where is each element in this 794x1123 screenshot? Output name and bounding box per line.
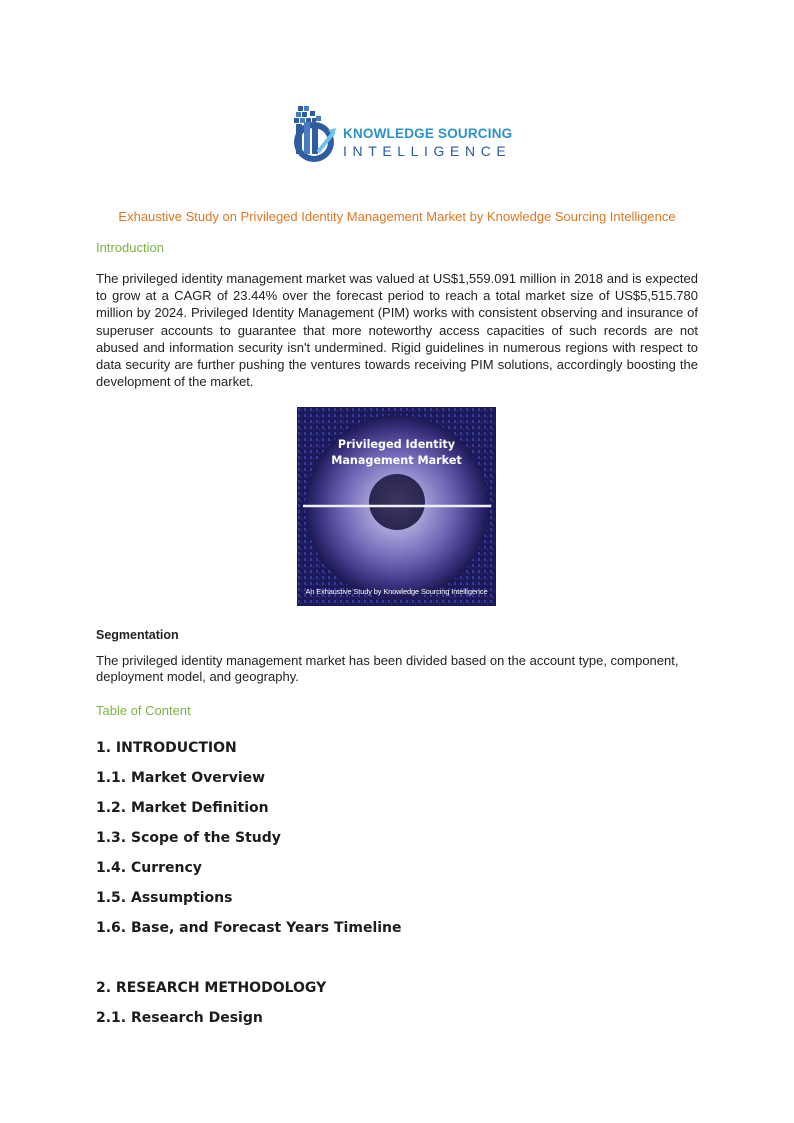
introduction-heading: Introduction [96,240,164,255]
cover-title: Privileged Identity Management Market [331,438,462,467]
cover-subtitle: An Exhaustive Study by Knowledge Sourcing Intelligence [305,587,488,596]
toc-item: 2.1. Research Design [96,1010,263,1026]
company-logo [288,102,518,168]
logo-text-primary: KNOWLEDGE SOURCING [343,126,513,141]
introduction-paragraph: The privileged identity management market was valued at US$1,559.091 million in 2018 and is expected to grow at a CAGR of 23.44% over the forecast period to reach a total market size of US$5,515.780 million by 2024. Privileged Identity Management (PIM) works with consistent observing and insurance of superuser accounts to guarantee that more noteworthy access capacities of such records are not abused and information security isn't undermined. Rigid guidelines in numerous regions with respect to data security are further pushing the ventures towards receiving PIM solutions, accordingly boosting the development of the market. [96,271,698,390]
report-cover-image [297,407,496,606]
toc-item: 1. INTRODUCTION [96,740,237,756]
segmentation-paragraph: The privileged identity management market has been divided based on the account type, component, deployment model, and geography. [96,653,679,684]
toc-item: 1.2. Market Definition [96,800,269,816]
segmentation-heading: Segmentation [96,628,179,642]
logo-text-secondary: INTELLIGENCE [343,143,512,159]
toc-item: 2. RESEARCH METHODOLOGY [96,980,327,996]
document-title: Exhaustive Study on Privileged Identity Management Market by Knowledge Sourcing Intelligence [118,209,676,224]
logo-emblem-icon [288,102,344,168]
toc-heading: Table of Content [96,703,191,718]
toc-item: 1.6. Base, and Forecast Years Timeline [96,920,402,936]
toc-item: 1.1. Market Overview [96,770,266,786]
toc-item: 1.5. Assumptions [96,890,233,906]
toc-item: 1.4. Currency [96,860,202,876]
toc-item: 1.3. Scope of the Study [96,830,281,846]
